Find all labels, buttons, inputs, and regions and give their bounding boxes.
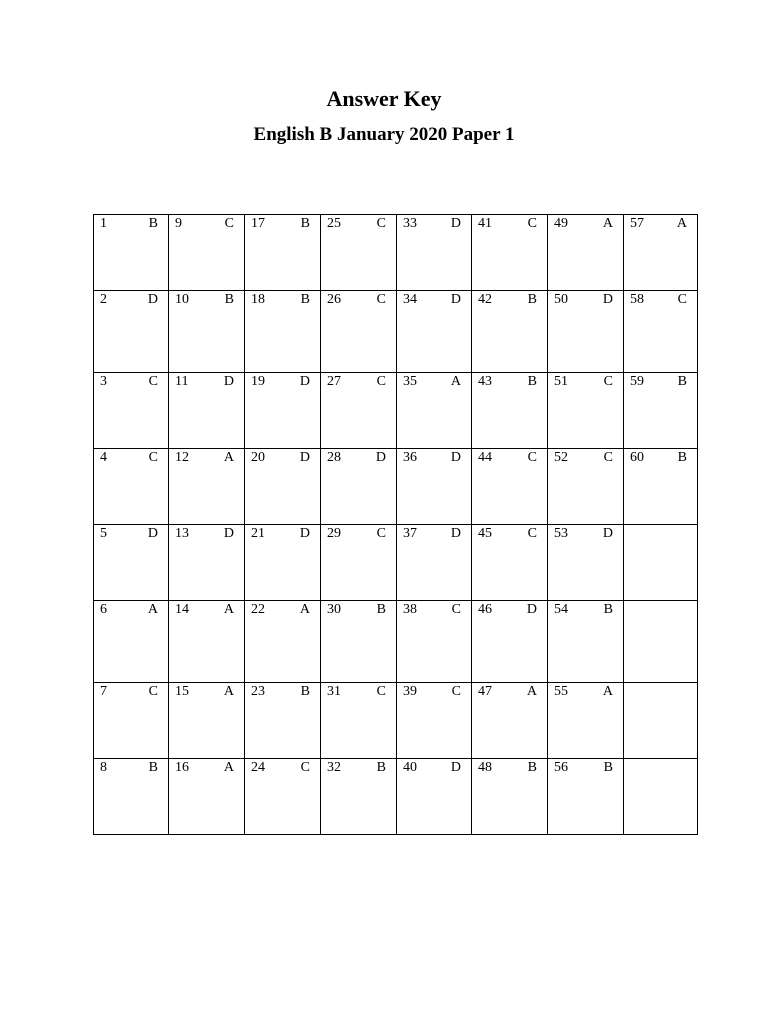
answer-letter: D — [223, 526, 234, 541]
question-number: 2 — [100, 292, 107, 307]
answer-letter: C — [224, 216, 234, 231]
answer-cell — [321, 373, 397, 449]
answer-cell — [548, 449, 624, 525]
question-number: 18 — [251, 292, 265, 307]
answer-letter: D — [450, 760, 461, 775]
answer-letter: A — [450, 374, 461, 389]
answer-letter: C — [376, 292, 386, 307]
question-number: 35 — [403, 374, 417, 389]
question-number: 43 — [478, 374, 492, 389]
answer-letter: B — [300, 292, 310, 307]
question-number: 1 — [100, 216, 107, 231]
answer-cell — [397, 759, 472, 835]
answer-cell — [169, 449, 245, 525]
answer-cell — [472, 525, 548, 601]
answer-letter: B — [300, 216, 310, 231]
answer-cell — [624, 291, 698, 373]
question-number: 33 — [403, 216, 417, 231]
answer-cell — [472, 601, 548, 683]
answer-cell — [321, 291, 397, 373]
question-number: 29 — [327, 526, 341, 541]
answer-letter: B — [677, 374, 687, 389]
answer-letter: D — [450, 450, 461, 465]
answer-cell — [624, 601, 698, 683]
question-number: 40 — [403, 760, 417, 775]
answer-cell — [397, 291, 472, 373]
table-row — [94, 291, 698, 373]
answer-cell — [169, 291, 245, 373]
answer-cell — [397, 601, 472, 683]
answer-cell — [397, 525, 472, 601]
answer-letter: C — [148, 374, 158, 389]
answer-letter: D — [450, 216, 461, 231]
answer-cell — [624, 449, 698, 525]
question-number: 21 — [251, 526, 265, 541]
answer-letter: C — [451, 602, 461, 617]
table-row — [94, 683, 698, 759]
answer-grid — [93, 214, 698, 835]
answer-cell — [472, 291, 548, 373]
question-number: 58 — [630, 292, 644, 307]
answer-letter: B — [527, 292, 537, 307]
answer-cell — [245, 601, 321, 683]
question-number: 44 — [478, 450, 492, 465]
answer-letter: D — [299, 526, 310, 541]
answer-letter: A — [223, 450, 234, 465]
question-number: 13 — [175, 526, 189, 541]
question-number: 3 — [100, 374, 107, 389]
question-number: 12 — [175, 450, 189, 465]
table-row — [94, 759, 698, 835]
answer-letter: C — [376, 374, 386, 389]
question-number: 20 — [251, 450, 265, 465]
answer-cell — [245, 449, 321, 525]
question-number: 24 — [251, 760, 265, 775]
answer-letter: B — [677, 450, 687, 465]
answer-letter: D — [223, 374, 234, 389]
question-number: 27 — [327, 374, 341, 389]
answer-cell — [169, 215, 245, 291]
answer-letter: B — [300, 684, 310, 699]
answer-letter: A — [299, 602, 310, 617]
question-number: 41 — [478, 216, 492, 231]
question-number: 48 — [478, 760, 492, 775]
answer-letter: A — [602, 216, 613, 231]
question-number: 52 — [554, 450, 568, 465]
answer-letter: A — [223, 684, 234, 699]
answer-cell — [169, 525, 245, 601]
question-number: 47 — [478, 684, 492, 699]
question-number: 6 — [100, 602, 107, 617]
answer-letter: D — [299, 450, 310, 465]
question-number: 5 — [100, 526, 107, 541]
question-number: 25 — [327, 216, 341, 231]
question-number: 50 — [554, 292, 568, 307]
answer-cell — [321, 759, 397, 835]
answer-letter: B — [527, 760, 537, 775]
answer-cell — [548, 601, 624, 683]
answer-letter: C — [451, 684, 461, 699]
question-number: 7 — [100, 684, 107, 699]
answer-cell — [548, 373, 624, 449]
question-number: 8 — [100, 760, 107, 775]
answer-cell — [245, 291, 321, 373]
question-number: 9 — [175, 216, 182, 231]
answer-cell — [94, 601, 169, 683]
answer-cell — [321, 601, 397, 683]
question-number: 36 — [403, 450, 417, 465]
question-number: 28 — [327, 450, 341, 465]
question-number: 55 — [554, 684, 568, 699]
answer-letter: B — [148, 216, 158, 231]
answer-letter: D — [602, 292, 613, 307]
answer-letter: C — [376, 526, 386, 541]
question-number: 45 — [478, 526, 492, 541]
answer-letter: C — [603, 450, 613, 465]
answer-cell — [624, 683, 698, 759]
answer-letter: C — [527, 216, 537, 231]
answer-cell — [624, 215, 698, 291]
answer-cell — [169, 601, 245, 683]
answer-letter: D — [450, 526, 461, 541]
answer-cell — [472, 449, 548, 525]
question-number: 16 — [175, 760, 189, 775]
answer-letter: D — [299, 374, 310, 389]
answer-cell — [548, 683, 624, 759]
answer-letter: D — [450, 292, 461, 307]
table-row — [94, 525, 698, 601]
answer-cell — [548, 759, 624, 835]
answer-letter: C — [603, 374, 613, 389]
question-number: 4 — [100, 450, 107, 465]
question-number: 54 — [554, 602, 568, 617]
answer-letter: B — [148, 760, 158, 775]
question-number: 53 — [554, 526, 568, 541]
answer-letter: A — [223, 760, 234, 775]
question-number: 37 — [403, 526, 417, 541]
answer-cell — [94, 449, 169, 525]
answer-cell — [548, 215, 624, 291]
answer-cell — [245, 373, 321, 449]
answer-cell — [245, 759, 321, 835]
answer-cell — [94, 291, 169, 373]
answer-cell — [624, 525, 698, 601]
question-number: 51 — [554, 374, 568, 389]
answer-letter: B — [527, 374, 537, 389]
answer-cell — [548, 291, 624, 373]
answer-letter: D — [147, 526, 158, 541]
answer-cell — [321, 215, 397, 291]
question-number: 46 — [478, 602, 492, 617]
question-number: 59 — [630, 374, 644, 389]
answer-cell — [94, 759, 169, 835]
table-row — [94, 449, 698, 525]
question-number: 32 — [327, 760, 341, 775]
answer-letter: B — [224, 292, 234, 307]
answer-cell — [472, 683, 548, 759]
answer-letter: B — [376, 602, 386, 617]
answer-cell — [94, 525, 169, 601]
answer-cell — [472, 215, 548, 291]
question-number: 60 — [630, 450, 644, 465]
question-number: 17 — [251, 216, 265, 231]
table-row — [94, 215, 698, 291]
answer-letter: B — [603, 602, 613, 617]
question-number: 23 — [251, 684, 265, 699]
answer-letter: C — [677, 292, 687, 307]
answer-letter: C — [527, 526, 537, 541]
answer-cell — [94, 683, 169, 759]
answer-cell — [397, 683, 472, 759]
question-number: 31 — [327, 684, 341, 699]
answer-cell — [245, 683, 321, 759]
answer-cell — [245, 215, 321, 291]
page-title: Answer Key — [326, 86, 442, 111]
question-number: 26 — [327, 292, 341, 307]
question-number: 14 — [175, 602, 189, 617]
table-row — [94, 373, 698, 449]
answer-cell — [624, 759, 698, 835]
answer-letter: A — [676, 216, 687, 231]
answer-letter: D — [375, 450, 386, 465]
answer-letter: A — [147, 602, 158, 617]
page-subtitle: English B January 2020 Paper 1 — [253, 124, 515, 145]
answer-letter: D — [602, 526, 613, 541]
question-number: 15 — [175, 684, 189, 699]
answer-letter: C — [376, 684, 386, 699]
question-number: 11 — [175, 374, 189, 389]
answer-cell — [397, 449, 472, 525]
answer-cell — [169, 373, 245, 449]
answer-letter: C — [300, 760, 310, 775]
answer-letter: A — [223, 602, 234, 617]
table-row — [94, 601, 698, 683]
answer-cell — [472, 759, 548, 835]
answer-cell — [397, 215, 472, 291]
question-number: 39 — [403, 684, 417, 699]
question-number: 42 — [478, 292, 492, 307]
answer-cell — [548, 525, 624, 601]
question-number: 34 — [403, 292, 417, 307]
answer-letter: C — [527, 450, 537, 465]
answer-letter: C — [148, 684, 158, 699]
answer-letter: B — [603, 760, 613, 775]
question-number: 10 — [175, 292, 189, 307]
answer-cell — [321, 683, 397, 759]
answer-cell — [169, 759, 245, 835]
answer-letter: A — [602, 684, 613, 699]
answer-cell — [94, 373, 169, 449]
answer-cell — [169, 683, 245, 759]
answer-letter: D — [147, 292, 158, 307]
question-number: 49 — [554, 216, 568, 231]
question-number: 57 — [630, 216, 644, 231]
question-number: 19 — [251, 374, 265, 389]
answer-cell — [94, 215, 169, 291]
question-number: 56 — [554, 760, 568, 775]
answer-cell — [321, 525, 397, 601]
answer-cell — [321, 449, 397, 525]
question-number: 22 — [251, 602, 265, 617]
question-number: 30 — [327, 602, 341, 617]
answer-cell — [624, 373, 698, 449]
answer-letter: B — [376, 760, 386, 775]
answer-cell — [397, 373, 472, 449]
answer-cell — [472, 373, 548, 449]
answer-letter: C — [148, 450, 158, 465]
answer-letter: D — [526, 602, 537, 617]
answer-cell — [245, 525, 321, 601]
answer-letter: C — [376, 216, 386, 231]
question-number: 38 — [403, 602, 417, 617]
answer-letter: A — [526, 684, 537, 699]
